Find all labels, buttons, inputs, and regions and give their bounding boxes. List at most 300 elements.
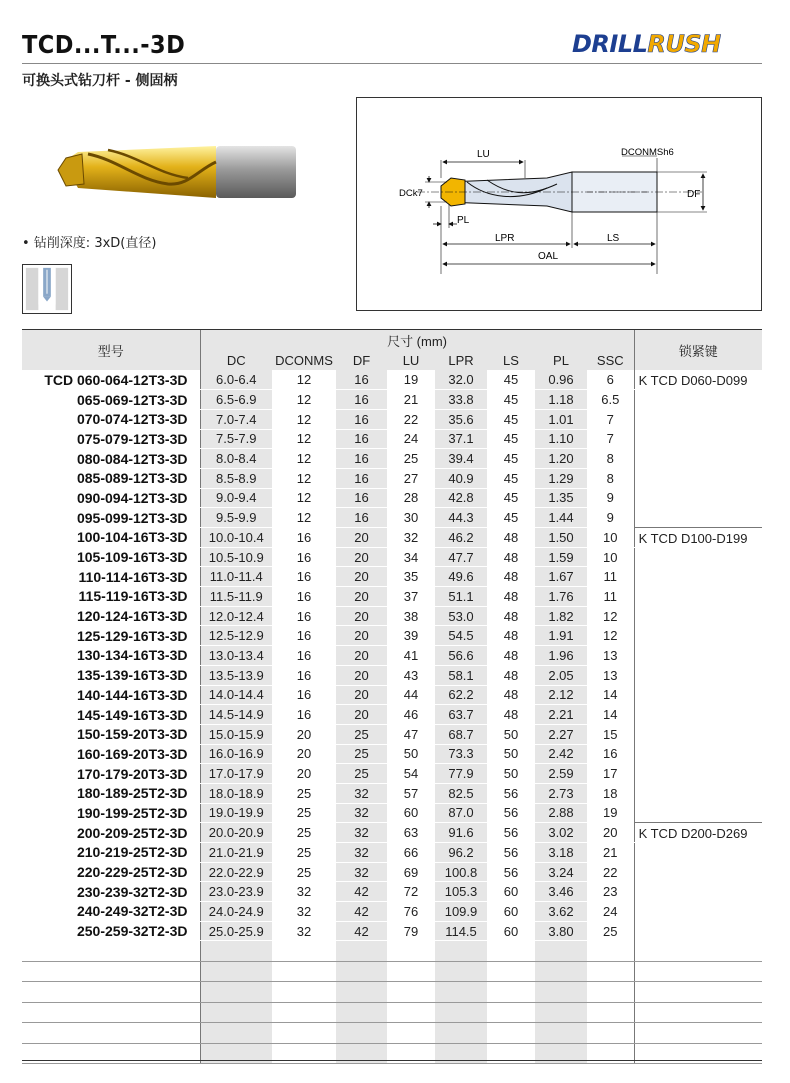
cell-ssc: 10 xyxy=(587,547,634,567)
cell-ls: 45 xyxy=(487,390,535,410)
model-code: 110-114-16T3-3D xyxy=(78,568,188,585)
cell-lpr: 47.7 xyxy=(435,547,487,567)
lock-key-cell: K TCD D100-D199 xyxy=(634,528,762,823)
cell-ls: 48 xyxy=(487,587,535,607)
cell-pl: 1.96 xyxy=(535,646,587,666)
model-code: 230-239-32T2-3D xyxy=(76,883,188,900)
cell-dconms: 16 xyxy=(272,528,336,548)
drilling-depth-note: • 钻削深度: 3xD(直径) xyxy=(22,236,157,251)
blank-cell xyxy=(272,1023,336,1044)
model-code: 190-199-25T2-3D xyxy=(76,804,188,821)
cell-df: 20 xyxy=(336,528,387,548)
model-code: 130-134-16T3-3D xyxy=(76,647,188,664)
label-dc: DCk7 xyxy=(399,188,423,199)
cell-lu: 63 xyxy=(387,823,435,843)
model-code: 125-129-16T3-3D xyxy=(76,627,188,644)
cell-pl: 3.62 xyxy=(535,902,587,922)
cell-lu: 30 xyxy=(387,508,435,528)
cell-lpr: 54.5 xyxy=(435,626,487,646)
lock-key-cell: K TCD D200-D269 xyxy=(634,823,762,941)
cell-lpr: 35.6 xyxy=(435,409,487,429)
cell-ssc: 7 xyxy=(587,429,634,449)
blank-cell xyxy=(22,1002,200,1023)
cell-ssc: 13 xyxy=(587,646,634,666)
cell-lu: 38 xyxy=(387,606,435,626)
cell-lu: 37 xyxy=(387,587,435,607)
header-model: 型号 xyxy=(22,330,200,370)
blank-cell xyxy=(22,961,200,982)
blank-cell xyxy=(387,961,435,982)
cell-lpr: 87.0 xyxy=(435,803,487,823)
blank-cell xyxy=(200,1002,272,1023)
cell-pl: 3.02 xyxy=(535,823,587,843)
cell-lu: 19 xyxy=(387,370,435,390)
cell-lpr: 39.4 xyxy=(435,449,487,469)
cell-lpr: 100.8 xyxy=(435,862,487,882)
blank-row xyxy=(22,1023,762,1044)
blank-row xyxy=(22,941,762,962)
cell-dc: 11.0-11.4 xyxy=(200,567,272,587)
model-cell xyxy=(22,744,200,764)
tool-photo xyxy=(48,140,303,200)
label-dconms: DCONMSh6 xyxy=(621,147,674,158)
blank-cell xyxy=(535,941,587,962)
cell-pl: 1.67 xyxy=(535,567,587,587)
model-cell xyxy=(22,409,200,429)
cell-ssc: 16 xyxy=(587,744,634,764)
cell-dconms: 16 xyxy=(272,626,336,646)
cell-df: 16 xyxy=(336,449,387,469)
model-cell xyxy=(22,665,200,685)
cell-ls: 48 xyxy=(487,646,535,666)
cell-lu: 69 xyxy=(387,862,435,882)
model-cell xyxy=(22,803,200,823)
model-code: 135-139-16T3-3D xyxy=(76,667,188,684)
blank-cell xyxy=(336,1002,387,1023)
header-dimensions: 尺寸 (mm) xyxy=(200,330,634,350)
model-cell xyxy=(22,449,200,469)
cell-ls: 56 xyxy=(487,783,535,803)
cell-dc: 13.0-13.4 xyxy=(200,646,272,666)
cell-lpr: 114.5 xyxy=(435,921,487,941)
cell-dc: 14.0-14.4 xyxy=(200,685,272,705)
cell-pl: 1.10 xyxy=(535,429,587,449)
cell-ls: 45 xyxy=(487,449,535,469)
blank-cell xyxy=(535,1023,587,1044)
cell-dconms: 20 xyxy=(272,744,336,764)
cell-df: 16 xyxy=(336,429,387,449)
cell-pl: 2.27 xyxy=(535,724,587,744)
cell-ssc: 14 xyxy=(587,705,634,725)
blank-cell xyxy=(200,941,272,962)
cell-lu: 60 xyxy=(387,803,435,823)
cell-dc: 12.5-12.9 xyxy=(200,626,272,646)
blank-cell xyxy=(435,941,487,962)
cell-dconms: 32 xyxy=(272,882,336,902)
header-divider xyxy=(22,63,762,64)
dimension-drawing xyxy=(356,97,762,311)
blank-cell xyxy=(634,982,762,1003)
cell-lu: 28 xyxy=(387,488,435,508)
cell-lpr: 73.3 xyxy=(435,744,487,764)
cell-lpr: 33.8 xyxy=(435,390,487,410)
blank-cell xyxy=(535,961,587,982)
cell-df: 25 xyxy=(336,764,387,784)
cell-ls: 50 xyxy=(487,764,535,784)
cell-dc: 17.0-17.9 xyxy=(200,764,272,784)
cell-ls: 48 xyxy=(487,685,535,705)
cell-ls: 56 xyxy=(487,862,535,882)
cell-ssc: 20 xyxy=(587,823,634,843)
cell-pl: 2.21 xyxy=(535,705,587,725)
blank-cell xyxy=(435,982,487,1003)
cell-lpr: 82.5 xyxy=(435,783,487,803)
blank-cell xyxy=(487,941,535,962)
cell-ls: 48 xyxy=(487,626,535,646)
cell-ls: 60 xyxy=(487,902,535,922)
cell-dconms: 25 xyxy=(272,783,336,803)
model-code: 070-074-12T3-3D xyxy=(76,411,188,428)
cell-pl: 2.12 xyxy=(535,685,587,705)
cell-lu: 76 xyxy=(387,902,435,922)
cell-lu: 39 xyxy=(387,626,435,646)
cell-dc: 14.5-14.9 xyxy=(200,705,272,725)
cell-ssc: 24 xyxy=(587,902,634,922)
column-header-df: DF xyxy=(336,350,387,370)
model-cell xyxy=(22,724,200,744)
label-lpr: LPR xyxy=(495,233,515,244)
cell-dc: 25.0-25.9 xyxy=(200,921,272,941)
cell-lu: 79 xyxy=(387,921,435,941)
cell-df: 20 xyxy=(336,646,387,666)
label-pl: PL xyxy=(457,215,470,226)
blank-cell xyxy=(200,961,272,982)
cell-ls: 45 xyxy=(487,488,535,508)
cell-dconms: 32 xyxy=(272,921,336,941)
cell-dconms: 25 xyxy=(272,803,336,823)
model-code: 220-229-25T2-3D xyxy=(76,864,188,881)
cell-pl: 1.20 xyxy=(535,449,587,469)
cell-df: 42 xyxy=(336,921,387,941)
model-cell xyxy=(22,508,200,528)
blank-cell xyxy=(272,1002,336,1023)
cell-lpr: 62.2 xyxy=(435,685,487,705)
logo-text-drill: DRILL xyxy=(572,30,648,58)
cell-lpr: 44.3 xyxy=(435,508,487,528)
model-code: 240-249-32T2-3D xyxy=(76,903,188,920)
cell-ssc: 15 xyxy=(587,724,634,744)
cell-ls: 60 xyxy=(487,921,535,941)
cell-df: 16 xyxy=(336,390,387,410)
cell-lpr: 46.2 xyxy=(435,528,487,548)
cell-df: 32 xyxy=(336,823,387,843)
model-cell xyxy=(22,843,200,863)
cell-lu: 32 xyxy=(387,528,435,548)
model-cell xyxy=(22,488,200,508)
page-title: TCD...T...-3D xyxy=(22,30,186,59)
blank-cell xyxy=(272,941,336,962)
model-cell xyxy=(22,921,200,941)
cell-df: 20 xyxy=(336,567,387,587)
model-code: 090-094-12T3-3D xyxy=(76,489,188,506)
cell-dc: 13.5-13.9 xyxy=(200,665,272,685)
model-cell xyxy=(22,783,200,803)
blank-cell xyxy=(487,1002,535,1023)
cell-pl: 2.59 xyxy=(535,764,587,784)
cell-dc: 9.0-9.4 xyxy=(200,488,272,508)
cell-pl: 1.18 xyxy=(535,390,587,410)
cell-lu: 22 xyxy=(387,409,435,429)
cell-dconms: 16 xyxy=(272,685,336,705)
cell-dconms: 16 xyxy=(272,665,336,685)
label-df: DF xyxy=(687,189,701,200)
blank-row xyxy=(22,1002,762,1023)
cell-lu: 24 xyxy=(387,429,435,449)
cell-ssc: 17 xyxy=(587,764,634,784)
cell-ls: 45 xyxy=(487,429,535,449)
cell-pl: 3.46 xyxy=(535,882,587,902)
cell-ls: 45 xyxy=(487,370,535,390)
blank-cell xyxy=(336,982,387,1003)
cell-pl: 3.80 xyxy=(535,921,587,941)
cell-pl: 2.88 xyxy=(535,803,587,823)
blank-cell xyxy=(22,1023,200,1044)
cell-df: 42 xyxy=(336,882,387,902)
cell-dc: 24.0-24.9 xyxy=(200,902,272,922)
cell-lpr: 42.8 xyxy=(435,488,487,508)
cell-df: 25 xyxy=(336,744,387,764)
column-header-dc: DC xyxy=(200,350,272,370)
blank-cell xyxy=(487,982,535,1003)
cell-ssc: 12 xyxy=(587,606,634,626)
model-code: 145-149-16T3-3D xyxy=(76,706,188,723)
blank-cell xyxy=(487,1023,535,1044)
cell-df: 25 xyxy=(336,724,387,744)
blank-cell xyxy=(272,961,336,982)
cell-pl: 1.91 xyxy=(535,626,587,646)
cell-dc: 16.0-16.9 xyxy=(200,744,272,764)
cell-ls: 50 xyxy=(487,744,535,764)
cell-ls: 45 xyxy=(487,468,535,488)
blank-cell xyxy=(634,961,762,982)
model-code: 210-219-25T2-3D xyxy=(76,844,188,861)
cell-dconms: 12 xyxy=(272,409,336,429)
cell-dc: 9.5-9.9 xyxy=(200,508,272,528)
blank-cell xyxy=(634,1023,762,1044)
cell-lpr: 32.0 xyxy=(435,370,487,390)
model-cell xyxy=(22,468,200,488)
blank-cell xyxy=(200,1023,272,1044)
cell-lpr: 51.1 xyxy=(435,587,487,607)
cell-dc: 6.5-6.9 xyxy=(200,390,272,410)
cell-lpr: 37.1 xyxy=(435,429,487,449)
cell-pl: 1.50 xyxy=(535,528,587,548)
model-cell xyxy=(22,370,200,390)
blank-row xyxy=(22,982,762,1003)
cell-ssc: 25 xyxy=(587,921,634,941)
cell-dc: 10.5-10.9 xyxy=(200,547,272,567)
cell-dconms: 16 xyxy=(272,587,336,607)
cell-lu: 46 xyxy=(387,705,435,725)
cell-dc: 8.0-8.4 xyxy=(200,449,272,469)
cell-dc: 18.0-18.9 xyxy=(200,783,272,803)
cell-lu: 57 xyxy=(387,783,435,803)
cell-ssc: 6.5 xyxy=(587,390,634,410)
cell-ls: 45 xyxy=(487,409,535,429)
cell-ssc: 7 xyxy=(587,409,634,429)
cell-dc: 7.5-7.9 xyxy=(200,429,272,449)
column-header-dconms: DCONMS xyxy=(272,350,336,370)
drill-depth-icon xyxy=(22,264,72,314)
model-cell xyxy=(22,764,200,784)
model-cell xyxy=(22,882,200,902)
cell-pl: 1.59 xyxy=(535,547,587,567)
blank-cell xyxy=(587,1023,634,1044)
cell-df: 20 xyxy=(336,705,387,725)
table-row xyxy=(22,528,762,548)
cell-pl: 3.24 xyxy=(535,862,587,882)
cell-dc: 7.0-7.4 xyxy=(200,409,272,429)
model-code: 065-069-12T3-3D xyxy=(76,391,188,408)
cell-df: 16 xyxy=(336,468,387,488)
page-subtitle: 可换头式钻刀杆 - 侧固柄 xyxy=(22,73,178,89)
cell-pl: 1.29 xyxy=(535,468,587,488)
model-code: 075-079-12T3-3D xyxy=(76,430,188,447)
model-code: 150-159-20T3-3D xyxy=(76,726,188,743)
label-ls: LS xyxy=(607,233,620,244)
model-code: 060-064-12T3-3D xyxy=(76,371,188,388)
model-code: 085-089-12T3-3D xyxy=(76,470,188,487)
model-code: 200-209-25T2-3D xyxy=(76,824,188,841)
cell-pl: 1.44 xyxy=(535,508,587,528)
blank-cell xyxy=(387,1002,435,1023)
blank-cell xyxy=(435,961,487,982)
cell-lpr: 56.6 xyxy=(435,646,487,666)
cell-ssc: 18 xyxy=(587,783,634,803)
model-prefix: TCD xyxy=(44,371,74,388)
cell-ssc: 6 xyxy=(587,370,634,390)
column-header-lu: LU xyxy=(387,350,435,370)
cell-ssc: 19 xyxy=(587,803,634,823)
model-code: 080-084-12T3-3D xyxy=(76,450,188,467)
cell-dconms: 12 xyxy=(272,370,336,390)
blank-cell xyxy=(387,1023,435,1044)
cell-ls: 48 xyxy=(487,567,535,587)
model-code: 095-099-12T3-3D xyxy=(76,509,188,526)
cell-ssc: 13 xyxy=(587,665,634,685)
cell-dc: 19.0-19.9 xyxy=(200,803,272,823)
cell-dc: 10.0-10.4 xyxy=(200,528,272,548)
cell-dc: 11.5-11.9 xyxy=(200,587,272,607)
cell-df: 32 xyxy=(336,803,387,823)
cell-df: 20 xyxy=(336,685,387,705)
blank-cell xyxy=(634,1002,762,1023)
cell-df: 32 xyxy=(336,862,387,882)
cell-ssc: 23 xyxy=(587,882,634,902)
lock-key-cell: K TCD D060-D099 xyxy=(634,370,762,528)
cell-lpr: 105.3 xyxy=(435,882,487,902)
column-header-lpr: LPR xyxy=(435,350,487,370)
cell-df: 16 xyxy=(336,370,387,390)
blank-cell xyxy=(200,982,272,1003)
blank-cell xyxy=(22,982,200,1003)
blank-cell xyxy=(336,961,387,982)
model-cell xyxy=(22,823,200,843)
cell-pl: 1.82 xyxy=(535,606,587,626)
cell-lu: 47 xyxy=(387,724,435,744)
cell-pl: 2.42 xyxy=(535,744,587,764)
cell-df: 32 xyxy=(336,783,387,803)
cell-lpr: 91.6 xyxy=(435,823,487,843)
cell-ssc: 21 xyxy=(587,843,634,863)
blank-cell xyxy=(535,982,587,1003)
cell-dconms: 20 xyxy=(272,724,336,744)
cell-df: 32 xyxy=(336,843,387,863)
cell-lu: 21 xyxy=(387,390,435,410)
model-code: 120-124-16T3-3D xyxy=(76,608,188,625)
model-code: 170-179-20T3-3D xyxy=(76,765,188,782)
cell-dc: 21.0-21.9 xyxy=(200,843,272,863)
cell-df: 20 xyxy=(336,547,387,567)
cell-dconms: 12 xyxy=(272,449,336,469)
blank-cell xyxy=(587,982,634,1003)
cell-lpr: 40.9 xyxy=(435,468,487,488)
cell-ls: 48 xyxy=(487,665,535,685)
cell-dconms: 25 xyxy=(272,862,336,882)
cell-dconms: 12 xyxy=(272,488,336,508)
cell-lpr: 49.6 xyxy=(435,567,487,587)
blank-row xyxy=(22,961,762,982)
model-cell xyxy=(22,606,200,626)
cell-dc: 22.0-22.9 xyxy=(200,862,272,882)
cell-ls: 48 xyxy=(487,528,535,548)
cell-lu: 25 xyxy=(387,449,435,469)
cell-ssc: 14 xyxy=(587,685,634,705)
cell-ssc: 22 xyxy=(587,862,634,882)
cell-df: 20 xyxy=(336,626,387,646)
cell-pl: 1.35 xyxy=(535,488,587,508)
brand-logo xyxy=(572,30,762,62)
cell-df: 42 xyxy=(336,902,387,922)
logo-text-rush: RUSH xyxy=(647,30,721,58)
cell-lpr: 77.9 xyxy=(435,764,487,784)
model-code: 100-104-16T3-3D xyxy=(76,529,188,546)
cell-lu: 35 xyxy=(387,567,435,587)
cell-ssc: 9 xyxy=(587,488,634,508)
blank-cell xyxy=(487,961,535,982)
cell-df: 20 xyxy=(336,665,387,685)
cell-ssc: 11 xyxy=(587,567,634,587)
blank-cell xyxy=(336,1023,387,1044)
cell-dconms: 12 xyxy=(272,390,336,410)
cell-lpr: 96.2 xyxy=(435,843,487,863)
cell-dconms: 16 xyxy=(272,705,336,725)
cell-lu: 34 xyxy=(387,547,435,567)
column-header-pl: PL xyxy=(535,350,587,370)
cell-lu: 44 xyxy=(387,685,435,705)
cell-pl: 1.76 xyxy=(535,587,587,607)
cell-ssc: 8 xyxy=(587,468,634,488)
cell-df: 16 xyxy=(336,508,387,528)
model-code: 115-119-16T3-3D xyxy=(78,588,188,605)
table-row xyxy=(22,370,762,390)
cell-lpr: 63.7 xyxy=(435,705,487,725)
cell-dconms: 25 xyxy=(272,823,336,843)
cell-pl: 2.73 xyxy=(535,783,587,803)
cell-df: 20 xyxy=(336,587,387,607)
cell-pl: 2.05 xyxy=(535,665,587,685)
cell-ls: 48 xyxy=(487,547,535,567)
